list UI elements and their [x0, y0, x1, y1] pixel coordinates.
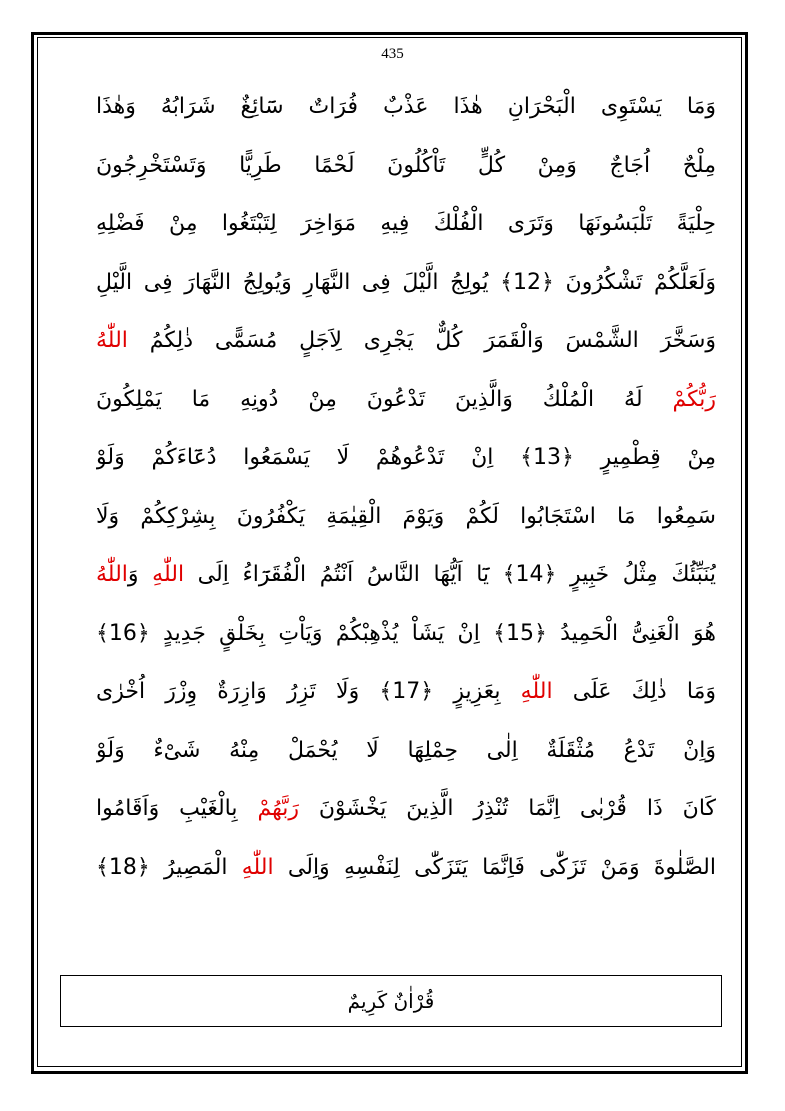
- text-line-11: وَمَا ذٰلِكَ عَلَى اللّٰهِ بِعَزِيزٍ ﴿17﴾ وَلَا تَزِرُ وَازِرَةٌ وِزْرَ اُخْرٰى: [96, 679, 716, 704]
- text-line-7: مِنْ قِطْمِيرٍ ﴿13﴾ اِنْ تَدْعُوهُمْ لَا يَسْمَعُوا دُعَٓاءَكُمْ وَلَوْ: [96, 445, 716, 470]
- divine-name-highlight: اللّٰهِ: [241, 854, 274, 880]
- text-line-9: يُنَبِّئُكَ مِثْلُ خَبِيرٍ ﴿14﴾ يَٓا اَيُّهَا النَّاسُ اَنْتُمُ الْفُقَرَٓاءُ اِلَى اللّٰهِ وَاللّٰهُ: [96, 562, 716, 587]
- text-line-2: مِلْحٌ اُجَاجٌ وَمِنْ كُلٍّ تَاْكُلُونَ لَحْمًا طَرِيًّا وَتَسْتَخْرِجُونَ: [96, 152, 716, 178]
- page-number: 435: [381, 46, 404, 62]
- divine-name-highlight: رَبُّكُمْ: [672, 386, 716, 412]
- text-line-14: الصَّلٰوةَ وَمَنْ تَزَكّٰى فَاِنَّمَا يَتَزَكّٰى لِنَفْسِهِ وَاِلَى اللّٰهِ الْمَصِيرُ ﴿18﴾: [96, 854, 716, 880]
- quran-text-block: [96, 78, 716, 897]
- divine-name-highlight: اللّٰهِ: [152, 562, 185, 587]
- divine-name-highlight: اللّٰهُ: [96, 328, 128, 353]
- text-line-10: هُوَ الْغَنِىُّ الْحَمِيدُ ﴿15﴾ اِنْ يَشَاْ يُذْهِبْكُمْ وَيَاْتِ بِخَلْقٍ جَدِيدٍ ﴿16﴾: [96, 620, 716, 646]
- text-line-13: كَانَ ذَا قُرْبٰى اِنَّمَا تُنْذِرُ الَّذِينَ يَخْشَوْنَ رَبَّهُمْ بِالْغَيْبِ وَاَقَامُوا: [96, 796, 716, 821]
- text-line-5: وَسَخَّرَ الشَّمْسَ وَالْقَمَرَ كُلٌّ يَجْرِى لِاَجَلٍ مُسَمًّى ذٰلِكُمُ اللّٰهُ: [96, 328, 716, 353]
- text-line-3: حِلْيَةً تَلْبَسُونَهَا وَتَرَى الْفُلْكَ فِيهِ مَوَاخِرَ لِتَبْتَغُوا مِنْ فَضْلِهِ: [96, 211, 716, 236]
- footer-box: [60, 975, 722, 1027]
- text-line-12: وَاِنْ تَدْعُ مُثْقَلَةٌ اِلٰى حِمْلِهَا لَا يُحْمَلْ مِنْهُ شَىْءٌ وَلَوْ: [96, 737, 716, 763]
- footer-title: قُرْاٰنٌ كَرِيمٌ: [347, 989, 435, 1013]
- text-line-6: رَبُّكُمْ لَهُ الْمُلْكُ وَالَّذِينَ تَدْعُونَ مِنْ دُونِهِ مَا يَمْلِكُونَ: [96, 386, 716, 412]
- divine-name-highlight: اللّٰهِ: [520, 679, 553, 704]
- text-line-4: وَلَعَلَّكُمْ تَشْكُرُونَ ﴿12﴾ يُولِجُ الَّيْلَ فِى النَّهَارِ وَيُولِجُ النَّهَارَ فِى الَّيْلِ: [96, 269, 716, 295]
- divine-name-highlight: اللّٰهُ: [96, 562, 128, 587]
- text-line-1: وَمَا يَسْتَوِى الْبَحْرَانِ هٰذَا عَذْبٌ فُرَاتٌ سَٓائِغٌ شَرَابُهُ وَهٰذَا: [96, 94, 716, 119]
- text-line-8: سَمِعُوا مَا اسْتَجَابُوا لَكُمْ وَيَوْمَ الْقِيٰمَةِ يَكْفُرُونَ بِشِرْكِكُمْ وَلَا: [96, 503, 716, 529]
- divine-name-highlight: رَبَّهُمْ: [257, 796, 299, 821]
